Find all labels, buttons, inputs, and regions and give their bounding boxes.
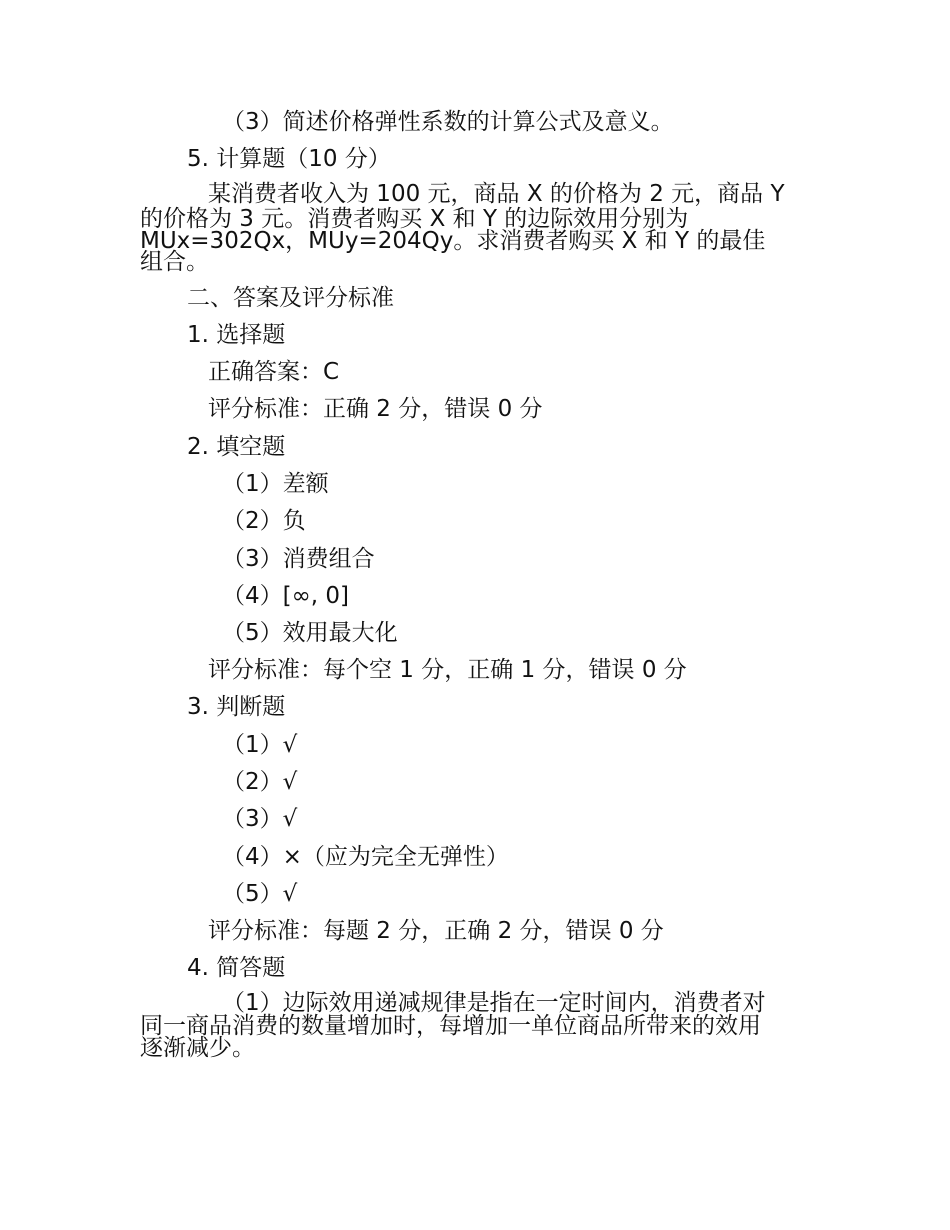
question-5-body-line-4: 组合。 [140, 249, 209, 275]
question-3-item-3: （3）简述价格弹性系数的计算公式及意义。 [222, 109, 674, 135]
answer-2-heading: 2. 填空题 [187, 434, 286, 460]
answer-1-scoring: 评分标准：正确 2 分，错误 0 分 [208, 396, 543, 422]
answer-2-item: （2）负 [222, 508, 306, 534]
answer-4-heading: 4. 简答题 [187, 955, 286, 981]
answer-3-item: （4）×（应为完全无弹性） [222, 844, 509, 870]
answer-1-heading: 1. 选择题 [187, 322, 286, 348]
answer-4-item-1-line-2: 同一商品消费的数量增加时，每增加一单位商品所带来的效用 [140, 1013, 761, 1039]
answer-3-item: （3）√ [222, 806, 298, 832]
answer-3-item: （1）√ [222, 732, 298, 758]
answer-3-item: （2）√ [222, 769, 298, 795]
question-5-heading: 5. 计算题（10 分） [187, 146, 391, 172]
answer-4-item-1-line-3: 逐渐减少。 [140, 1035, 255, 1061]
question-5-body-line-2: 的价格为 3 元。消费者购买 X 和 Y 的边际效用分别为 [140, 206, 689, 232]
answer-3-scoring: 评分标准：每题 2 分，正确 2 分，错误 0 分 [208, 918, 664, 944]
answer-4-item-1-line-1: （1）边际效用递减规律是指在一定时间内，消费者对 [222, 990, 766, 1016]
answer-2-item: （3）消费组合 [222, 546, 375, 572]
answer-3-heading: 3. 判断题 [187, 694, 286, 720]
answer-2-item: （1）差额 [222, 471, 329, 497]
answer-2-item: （4）[∞, 0] [222, 583, 349, 609]
answer-2-item: （5）效用最大化 [222, 620, 398, 646]
answer-2-scoring: 评分标准：每个空 1 分，正确 1 分，错误 0 分 [208, 657, 687, 683]
answer-1-correct: 正确答案：C [208, 359, 340, 385]
section-2-heading: 二、答案及评分标准 [187, 285, 394, 311]
question-5-body-line-3: MUx=302Qx，MUy=204Qy。求消费者购买 X 和 Y 的最佳 [140, 228, 766, 254]
question-5-body-line-1: 某消费者收入为 100 元，商品 X 的价格为 2 元，商品 Y [208, 181, 785, 207]
answer-3-item: （5）√ [222, 881, 298, 907]
